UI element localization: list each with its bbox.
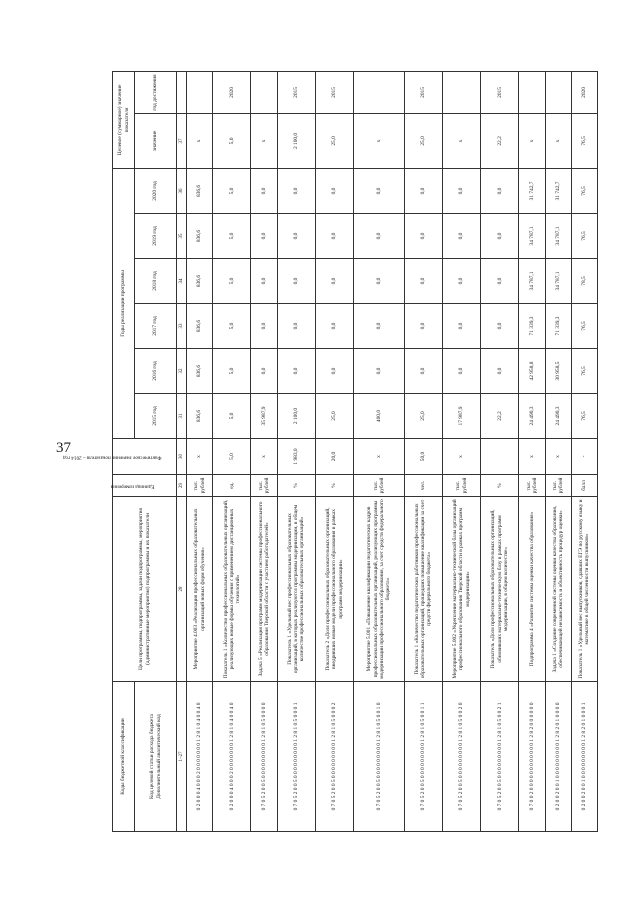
row-value-2020: 76,5: [571, 168, 597, 213]
row-value-2019: 0,0: [442, 214, 480, 259]
row-value-2018: 78,5: [571, 259, 597, 304]
row-base-value: х: [545, 439, 571, 475]
header-final-value: значение: [135, 113, 177, 168]
index-base: 30: [177, 439, 187, 475]
row-value-2019: 0,0: [315, 214, 353, 259]
row-name: Мероприятие 5.001 «Повышение квалификации педагогических кадров профессиональных образовательных организаций, реализующих программы модернизации профессионального образования, за счет средств федерального бюджета»: [354, 497, 404, 682]
table-row: [571, 71, 597, 831]
row-value-2017: 0,0: [354, 304, 404, 349]
row-value-2016: 0,0: [442, 349, 480, 394]
row-value-2015: 836,6: [187, 394, 213, 439]
row-base-value: х: [251, 439, 277, 475]
row-year-achieve: [354, 71, 404, 113]
row-value-2015: 2 100,0: [277, 394, 315, 439]
row-value-2016: 0,0: [315, 349, 353, 394]
row-value-2017: 71 339,3: [545, 304, 571, 349]
row-value-2018: 34 787,1: [519, 259, 545, 304]
row-value-2017: 836,6: [187, 304, 213, 349]
header-target-group: Код целевой статьи расхода бюджета: [149, 714, 156, 799]
row-final-value: х: [354, 113, 404, 168]
row-value-2016: 836,6: [187, 349, 213, 394]
row-final-value: 25,0: [404, 113, 442, 168]
row-value-2018: 34 787,1: [545, 259, 571, 304]
row-value-2020: 0,0: [404, 168, 442, 213]
row-value-2018: 0,0: [315, 259, 353, 304]
row-final-value: 25,0: [315, 113, 353, 168]
row-year-achieve: 2020: [571, 71, 597, 113]
row-value-2016: 0,0: [354, 349, 404, 394]
row-code: 0 7 0 5 2 0 0 5 0 0 0 0 0 0 0 0 0 1 2 8 1 0 5 0 0 0 2: [315, 682, 353, 832]
table-row: [213, 71, 251, 831]
row-code: 0 7 0 5 2 0 0 5 0 0 0 0 0 0 0 0 0 1 2 8 1 0 5 0 0 1 1: [404, 682, 442, 832]
row-unit: тыс. рублей: [354, 475, 404, 497]
row-name: Показатель 1 «Удельный вес профессиональных образовательных организаций, в которых реализуются программы модернизации, в общем количестве профессиональных образовательных организаций»: [277, 497, 315, 682]
row-value-2018: 0,0: [404, 259, 442, 304]
header-final: Целевое (суммарное) значение показателя: [113, 71, 135, 168]
header-years-group: Годы реализации программы: [113, 168, 135, 438]
row-value-2017: 76,5: [571, 304, 597, 349]
index-codes: 1–27: [177, 682, 187, 832]
row-base-value: х: [442, 439, 480, 475]
row-unit: %: [315, 475, 353, 497]
row-code: 0 7 0 5 2 0 0 5 0 0 0 0 0 0 0 0 0 1 2 8 1 0 5 0 0 1 0: [354, 682, 404, 832]
row-unit: %: [481, 475, 519, 497]
row-value-2018: 5,0: [213, 259, 251, 304]
table-row: [404, 71, 442, 831]
row-code: 0 7 0 0 2 0 0 0 0 0 0 0 0 0 0 0 0 1 2 8 2 0 0 0 0 0 0: [519, 682, 545, 832]
row-value-2016: 0,0: [481, 349, 519, 394]
header-analytic-group: [135, 682, 177, 832]
row-final-value: 76,5: [571, 113, 597, 168]
row-name: Показатель «Доля профессиональных образовательных организаций, обновивших материально-техническую базу в рамках программ модернизации, в общем количестве»: [481, 497, 519, 682]
row-value-2016: 0,0: [277, 349, 315, 394]
table-row: [545, 71, 571, 831]
header-unit: Единица измерения: [113, 475, 177, 497]
row-base-value: [481, 439, 519, 475]
row-final-value: х: [519, 113, 545, 168]
row-name: Показатель 2 «Доля профессиональных образовательных организаций, внедривших новые модели профессионального образования в рамках программ модернизации»: [315, 497, 353, 682]
program-indicators-table: [62, 71, 598, 832]
row-name: Задача 1 «Создание современной системы оценки качества образования, обеспечивающей независимость и объективность процедур оценки»: [545, 497, 571, 682]
row-name: Мероприятие 5.002 «Укрепление материально-технической базы организаций профессионального образования Тверской области в рамках программ модернизации»: [442, 497, 480, 682]
row-year-achieve: 2020: [213, 71, 251, 113]
row-year-achieve: 2015: [315, 71, 353, 113]
row-unit: тыс. рублей: [187, 475, 213, 497]
row-value-2016: 0,0: [404, 349, 442, 394]
row-value-2019: 76,5: [571, 214, 597, 259]
row-value-2020: 0,0: [442, 168, 480, 213]
row-value-2019: 0,0: [404, 214, 442, 259]
row-value-2016: 76,5: [571, 349, 597, 394]
row-year-achieve: [519, 71, 545, 113]
table-row: [519, 71, 545, 831]
row-value-2018: 0,0: [481, 259, 519, 304]
row-value-2019: 34 787,1: [519, 214, 545, 259]
table-row: [251, 71, 277, 831]
row-value-2018: 0,0: [442, 259, 480, 304]
row-value-2017: 0,0: [251, 304, 277, 349]
index-y4: 34: [177, 259, 187, 304]
row-final-value: 22,2: [481, 113, 519, 168]
row-value-2015: 24 490,3: [545, 394, 571, 439]
row-final-value: 2 100,0: [277, 113, 315, 168]
row-name: Задача 5 «Реализация программ модернизации системы профессионального образования Тверской области с участием работодателей»: [251, 497, 277, 682]
row-value-2015: 17 987,9: [442, 394, 480, 439]
index-y3: 33: [177, 304, 187, 349]
table-row: [442, 71, 480, 831]
header-codes-group: Коды бюджетной классификации: [113, 682, 135, 832]
row-value-2016: 5,0: [213, 349, 251, 394]
row-name: Показатель 1 «Количество педагогических работников профессиональных образовательных организаций, прошедших повышение квалификации за счет средств федерального бюджета»: [404, 497, 442, 682]
row-name: Мероприятие 4.003 «Реализация профессиональных образовательных организаций новых форм обучения»: [187, 497, 213, 682]
header-year-2017: 2017 год: [135, 304, 177, 349]
row-value-2016: 30 958,5: [545, 349, 571, 394]
row-final-value: х: [545, 113, 571, 168]
row-year-achieve: 2015: [404, 71, 442, 113]
row-code: 0 7 0 5 2 0 0 5 0 0 0 0 0 0 0 0 0 1 2 8 1 0 5 0 0 0 1: [277, 682, 315, 832]
header-year-achieve: год достижения: [135, 71, 177, 113]
header-year-2020: 2020 год: [135, 168, 177, 213]
table-row: [187, 71, 213, 831]
index-y2: 32: [177, 349, 187, 394]
row-value-2015: 25,0: [315, 394, 353, 439]
row-code: 0 2 0 0 2 0 0 1 0 0 0 0 0 0 0 0 0 1 2 8 2 0 1 0 0 0 1: [571, 682, 597, 832]
row-value-2018: 0,0: [251, 259, 277, 304]
row-value-2019: 0,0: [277, 214, 315, 259]
row-value-2018: 836,6: [187, 259, 213, 304]
row-base-value: 1 983,0: [277, 439, 315, 475]
row-value-2015: 5,0: [213, 394, 251, 439]
row-value-2017: 0,0: [404, 304, 442, 349]
row-value-2017: 5,0: [213, 304, 251, 349]
row-year-achieve: 2015: [277, 71, 315, 113]
row-year-achieve: [442, 71, 480, 113]
row-value-2015: 22,2: [481, 394, 519, 439]
row-value-2020: 31 742,7: [519, 168, 545, 213]
header-year-2016: 2016 год: [135, 349, 177, 394]
index-y6: 36: [177, 168, 187, 213]
row-unit: тыс. рублей: [519, 475, 545, 497]
row-value-2019: 34 787,1: [545, 214, 571, 259]
column-index-row: [177, 71, 187, 831]
index-y1: 31: [177, 394, 187, 439]
index-year: [177, 71, 187, 113]
row-value-2015: 400,0: [354, 394, 404, 439]
row-unit: ед.: [213, 475, 251, 497]
row-value-2015: 76,5: [571, 394, 597, 439]
row-value-2020: 836,6: [187, 168, 213, 213]
row-value-2017: 0,0: [315, 304, 353, 349]
table-row: [354, 71, 404, 831]
row-value-2017: 0,0: [277, 304, 315, 349]
row-value-2019: 5,0: [213, 214, 251, 259]
row-year-achieve: 2015: [481, 71, 519, 113]
rotated-table-sheet: [62, 72, 598, 832]
row-value-2020: 0,0: [251, 168, 277, 213]
table-row: [481, 71, 519, 831]
row-final-value: х: [251, 113, 277, 168]
row-value-2020: 0,0: [277, 168, 315, 213]
row-unit: %: [277, 475, 315, 497]
row-value-2016: 42 958,8: [519, 349, 545, 394]
row-year-achieve: [187, 71, 213, 113]
row-final-value: 5,0: [213, 113, 251, 168]
header-year-2019: 2019 год: [135, 214, 177, 259]
row-code: 0 2 0 0 0 4 0 0 0 2 0 0 0 0 0 0 0 1 2 8 1 0 4 0 0 4 0: [213, 682, 251, 832]
row-value-2019: 0,0: [251, 214, 277, 259]
row-value-2019: 836,6: [187, 214, 213, 259]
row-name: Показатель 1 «Количество профессиональных образовательных организаций, реализующих новые формы обучения с применением дистанционных технологий»: [213, 497, 251, 682]
header-name: Цели программы, подпрограммы, задачи подпрограммы, мероприятия (административные мероприятия) подпрограммы и их показатели: [113, 497, 177, 682]
row-year-achieve: [251, 71, 277, 113]
row-base-value: 50,0: [404, 439, 442, 475]
row-code: 0 7 0 5 2 0 0 5 0 0 0 0 0 0 0 0 0 1 2 8 1 0 5 0 0 0 0: [251, 682, 277, 832]
row-final-value: х: [187, 113, 213, 168]
row-value-2018: 0,0: [277, 259, 315, 304]
row-value-2015: 35 987,9: [251, 394, 277, 439]
row-base-value: -: [571, 439, 597, 475]
row-final-value: х: [442, 113, 480, 168]
row-code: 0 7 0 5 2 0 0 5 0 0 0 0 0 0 0 0 0 1 2 8 1 0 5 0 0 2 1: [481, 682, 519, 832]
row-unit: тыс. рублей: [442, 475, 480, 497]
row-name: Подпрограмма 4 «Развитие системы оценки качества образования»: [519, 497, 545, 682]
header-year-2015: 2015 год: [135, 394, 177, 439]
row-unit: тыс. рублей: [545, 475, 571, 497]
row-value-2019: 0,0: [354, 214, 404, 259]
page-number: 37: [56, 440, 71, 456]
table-row: [277, 71, 315, 831]
row-code: 0 2 0 0 2 0 0 1 0 0 0 0 0 0 0 0 0 1 2 8 2 0 1 0 0 0 0: [545, 682, 571, 832]
row-value-2020: 5,0: [213, 168, 251, 213]
row-code: 0 2 0 0 0 4 0 0 0 2 0 0 0 0 0 0 0 1 2 8 1 0 4 0 0 4 0: [187, 682, 213, 832]
row-value-2015: 24 490,3: [519, 394, 545, 439]
row-base-value: 20,0: [315, 439, 353, 475]
row-value-2020: 0,0: [481, 168, 519, 213]
index-final: 37: [177, 113, 187, 168]
row-value-2017: 71 339,3: [519, 304, 545, 349]
row-name: Показатель 1 «Удельный вес выпускников, сдавших ЕГЭ по русскому языку и математике в общей численности выпускников»: [571, 497, 597, 682]
row-base-value: х: [519, 439, 545, 475]
index-unit: 29: [177, 475, 187, 497]
row-base-value: х: [354, 439, 404, 475]
row-unit: балл: [571, 475, 597, 497]
index-name: 28: [177, 497, 187, 682]
row-unit: тыс. рублей: [251, 475, 277, 497]
row-year-achieve: [545, 71, 571, 113]
row-value-2015: 25,0: [404, 394, 442, 439]
header-base-value: Фактическое значение показателя – 2014 год: [113, 439, 177, 475]
row-unit: чел.: [404, 475, 442, 497]
row-value-2017: 0,0: [481, 304, 519, 349]
index-y5: 35: [177, 214, 187, 259]
row-value-2016: 0,0: [251, 349, 277, 394]
row-code: 0 7 0 5 2 0 0 5 0 0 0 0 0 0 0 0 0 1 2 8 1 0 5 0 0 2 0: [442, 682, 480, 832]
row-value-2020: 31 742,7: [545, 168, 571, 213]
header-analytic-label: Дополнительный аналитический код: [155, 714, 162, 799]
header-year-2018: 2018 год: [135, 259, 177, 304]
row-base-value: х: [187, 439, 213, 475]
row-base-value: 5,0: [213, 439, 251, 475]
row-value-2017: 0,0: [442, 304, 480, 349]
row-value-2020: 0,0: [315, 168, 353, 213]
row-value-2018: 0,0: [354, 259, 404, 304]
row-value-2019: 0,0: [481, 214, 519, 259]
row-value-2020: 0,0: [354, 168, 404, 213]
table-row: [315, 71, 353, 831]
